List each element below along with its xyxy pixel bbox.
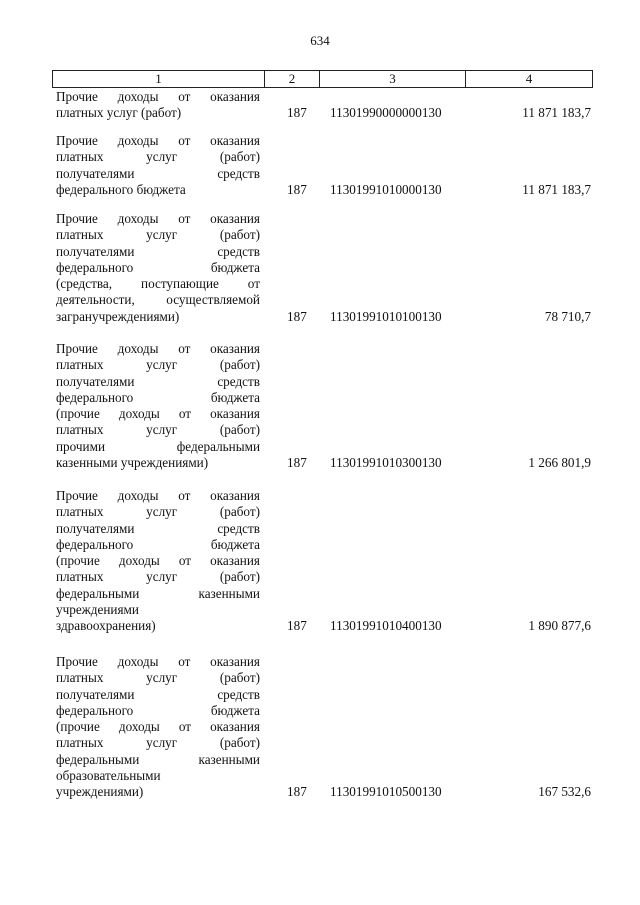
description-line: (прочие доходы от оказания: [56, 553, 260, 569]
page-number: 634: [310, 33, 330, 48]
row-description: [56, 89, 260, 122]
table-row: [52, 133, 593, 198]
row-kbk-code: 11301991010000130: [330, 181, 442, 197]
description-line: загранучреждениями): [56, 308, 180, 324]
row-description: [56, 488, 260, 635]
description-line: деятельности, осуществляемой: [56, 292, 260, 308]
description-line: (средства, поступающие от: [56, 276, 260, 292]
description-line: Прочие доходы от оказания: [56, 211, 260, 226]
row-admin-code: 187: [287, 618, 307, 634]
row-kbk-code: 11301991010100130: [330, 308, 442, 324]
row-amount: 78 710,7: [544, 308, 591, 324]
description-line: получателями средств: [56, 686, 260, 702]
description-line: федерального бюджета: [56, 702, 260, 718]
table-header: [52, 70, 593, 88]
row-amount: 1 266 801,9: [528, 455, 591, 471]
description-line: платных услуг (работ): [56, 105, 182, 121]
row-admin-code: 187: [287, 784, 307, 800]
description-line: федеральными казенными: [56, 585, 260, 601]
header-col-1: 1: [53, 71, 265, 87]
description-line: казенными учреждениями): [56, 455, 209, 471]
row-kbk-code: 11301991010500130: [330, 784, 442, 800]
description-line: получателями средств: [56, 243, 260, 259]
description-line: Прочие доходы от оказания: [56, 89, 260, 104]
description-line: федерального бюджета: [56, 536, 260, 552]
row-kbk-code: 11301991010400130: [330, 618, 442, 634]
description-line: Прочие доходы от оказания: [56, 133, 260, 148]
table-row: [52, 488, 593, 635]
description-line: платных услуг (работ): [56, 227, 260, 243]
row-amount: 11 871 183,7: [522, 181, 591, 197]
description-line: федерального бюджета: [56, 259, 260, 275]
description-line: учреждениями: [56, 602, 139, 618]
description-line: федеральными казенными: [56, 751, 260, 767]
description-line: платных услуг (работ): [56, 149, 260, 165]
header-col-4: 4: [525, 71, 533, 86]
header-col-3: 3: [320, 71, 466, 87]
table-row: [52, 654, 593, 801]
row-kbk-code: 11301991010300130: [330, 455, 442, 471]
description-line: образовательными: [56, 768, 161, 784]
row-admin-code: 187: [287, 455, 307, 471]
row-amount: 11 871 183,7: [522, 105, 591, 121]
row-amount: 167 532,6: [538, 784, 591, 800]
description-line: федерального бюджета: [56, 389, 260, 405]
description-line: (прочие доходы от оказания: [56, 406, 260, 422]
table-row: [52, 89, 593, 122]
description-line: получателями средств: [56, 373, 260, 389]
description-line: платных услуг (работ): [56, 357, 260, 373]
description-line: платных услуг (работ): [56, 569, 260, 585]
table-row: [52, 341, 593, 471]
description-line: прочими федеральными: [56, 438, 260, 454]
row-description: [56, 133, 260, 198]
row-admin-code: 187: [287, 181, 307, 197]
description-line: учреждениями): [56, 784, 144, 800]
description-line: здравоохранения): [56, 618, 156, 634]
table-row: [52, 211, 593, 325]
description-line: Прочие доходы от оказания: [56, 488, 260, 503]
row-description: [56, 211, 260, 325]
description-line: платных услуг (работ): [56, 735, 260, 751]
description-line: получателями средств: [56, 165, 260, 181]
description-line: Прочие доходы от оказания: [56, 654, 260, 669]
row-description: [56, 341, 260, 471]
row-admin-code: 187: [287, 308, 307, 324]
row-amount: 1 890 877,6: [528, 618, 591, 634]
description-line: платных услуг (работ): [56, 670, 260, 686]
row-kbk-code: 11301990000000130: [330, 105, 442, 121]
description-line: федерального бюджета: [56, 181, 186, 197]
row-description: [56, 654, 260, 801]
description-line: платных услуг (работ): [56, 422, 260, 438]
description-line: Прочие доходы от оказания: [56, 341, 260, 356]
header-col-2: 2: [265, 71, 320, 87]
description-line: получателями средств: [56, 520, 260, 536]
description-line: платных услуг (работ): [56, 504, 260, 520]
row-admin-code: 187: [287, 105, 307, 121]
description-line: (прочие доходы от оказания: [56, 719, 260, 735]
